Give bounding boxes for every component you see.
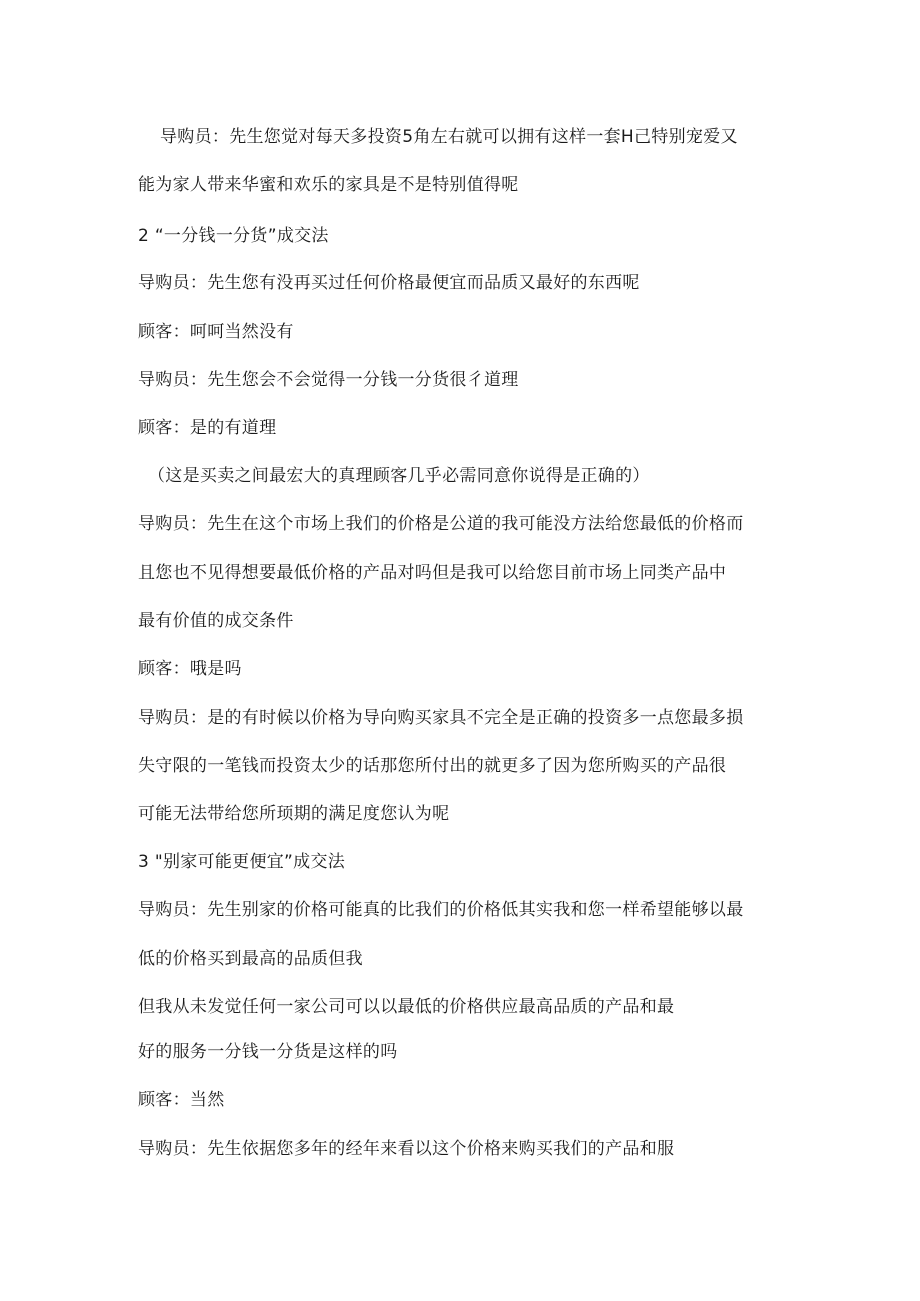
text-line: 导购员：先生您会不会觉得一分钱一分货很彳道理 <box>138 370 519 390</box>
text-line: （这是买卖之间最宏大的真理顾客几乎必需同意你说得是正确的） <box>148 466 650 486</box>
text-line: 最有价值的成交条件 <box>138 611 294 631</box>
text-line: 导购员：先生别家的价格可能真的比我们的价格低其实我和您一样希望能够以最 <box>138 900 744 920</box>
text-line: 低的价格买到最高的品质但我 <box>138 949 363 969</box>
text-line: 导购员：先生依据您多年的经年来看以这个价格来购买我们的产品和服 <box>138 1139 675 1159</box>
text-line: 导购员：先生在这个市场上我们的价格是公道的我可能没方法给您最低的价格而 <box>138 514 744 534</box>
section-heading: 3 "别家可能更便宜”成交法 <box>138 852 346 872</box>
section-heading: 2 “一分钱一分货”成交法 <box>138 226 329 246</box>
text-line: 好的服务一分钱一分货是这样的吗 <box>138 1042 398 1062</box>
text-line: 可能无法带给您所顼期的满足度您认为呢 <box>138 804 450 824</box>
text-line: 能为家人带来华蜜和欢乐的家具是不是特别值得呢 <box>138 175 519 195</box>
text-line: 顾客：是的有道理 <box>138 418 277 438</box>
text-line: 且您也不见得想要最低价格的产品对吗但是我可以给您目前市场上同类产品中 <box>138 563 727 583</box>
text-line: 导购员：先生您有没再买过任何价格最便宜而品质又最好的东西呢 <box>138 273 640 293</box>
text-line: 顾客：呵呵当然没有 <box>138 322 294 342</box>
text-line: 顾客：当然 <box>138 1090 225 1110</box>
text-line: 失守限的一笔钱而投资太少的话那您所付出的就更多了因为您所购买的产品很 <box>138 756 727 776</box>
text-line: 但我从未发觉任何一家公司可以以最低的价格供应最高品质的产品和最 <box>138 997 675 1017</box>
text-line: 导购员：先生您觉对每天多投资5角左右就可以拥有这样一套H己特别宠爱又 <box>160 127 738 147</box>
text-line: 导购员：是的有时候以价格为导向购买家具不完全是正确的投资多一点您最多损 <box>138 708 744 728</box>
text-line: 顾客：哦是吗 <box>138 659 242 679</box>
